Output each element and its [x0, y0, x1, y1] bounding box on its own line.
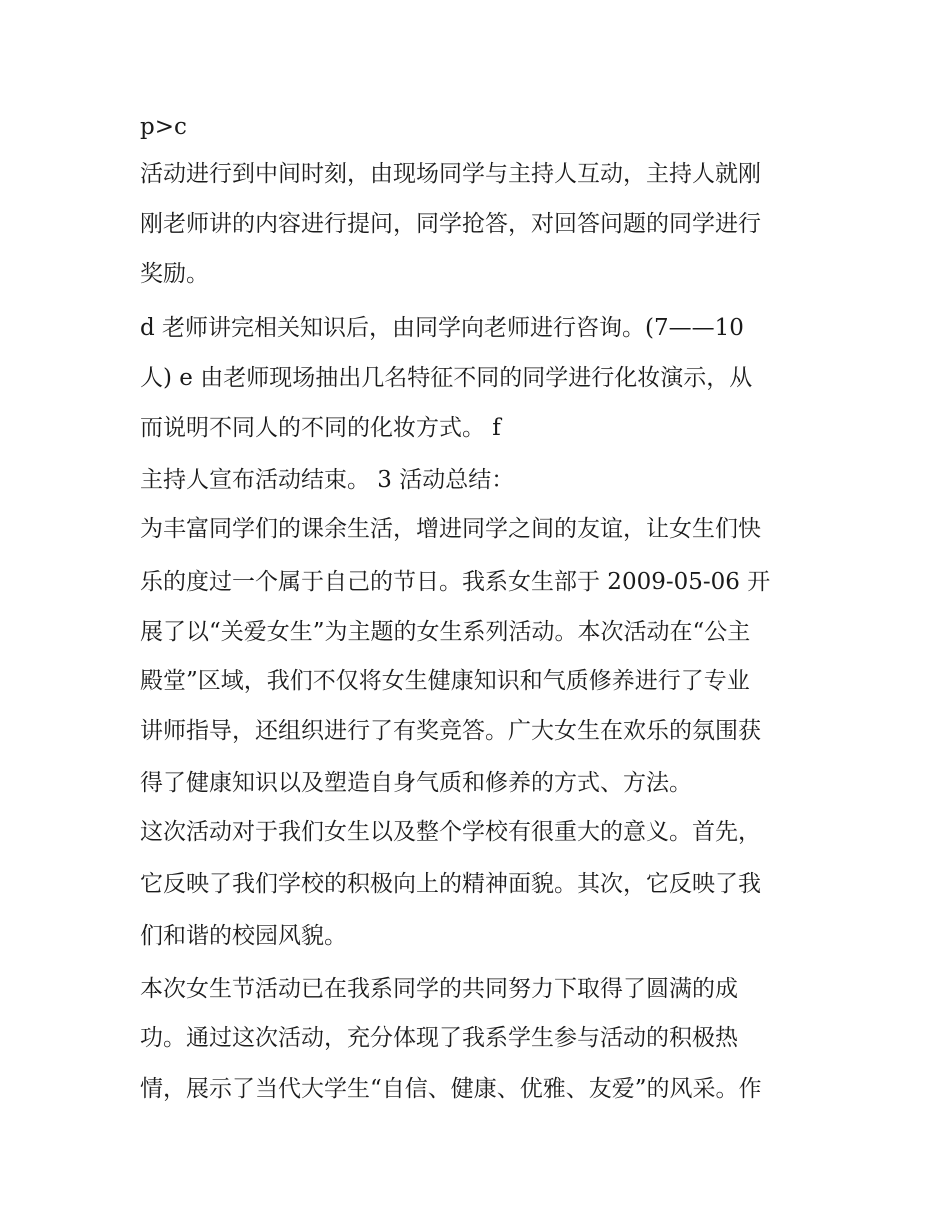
text-line: 奖励。 — [140, 261, 209, 287]
text-line: 它反映了我们学校的积极向上的精神面貌。其次，它反映了我 — [140, 871, 761, 897]
text-line: 们和谐的校园风貌。 — [140, 923, 347, 949]
text-line: 本次女生节活动已在我系同学的共同努力下取得了圆满的成 — [140, 976, 738, 1002]
text-line: 乐的度过一个属于自己的节日。我系女生部于 2009-05-06 开 — [140, 569, 771, 595]
text-line: 为丰富同学们的课余生活，增进同学之间的友谊，让女生们快 — [140, 516, 761, 542]
text-line: 得了健康知识以及塑造自身气质和修养的方式、方法。 — [140, 770, 692, 796]
text-line: 展了以“关爱女生”为主题的女生系列活动。本次活动在“公主 — [140, 619, 751, 645]
text-line: 情，展示了当代大学生“自信、健康、优雅、友爱”的风采。作 — [140, 1076, 762, 1102]
text-line: 而说明不同人的不同的化妆方式。 f — [140, 415, 501, 441]
text-line: 刚老师讲的内容进行提问，同学抢答，对回答问题的同学进行 — [140, 211, 761, 237]
text-line: 这次活动对于我们女生以及整个学校有很重大的意义。首先， — [140, 819, 761, 845]
text-line: p>c — [140, 114, 187, 140]
text-line: 功。通过这次活动，充分体现了我系学生参与活动的积极热 — [140, 1025, 738, 1051]
text-line: 主持人宣布活动结束。 3 活动总结： — [140, 467, 515, 493]
text-line: 人) e 由老师现场抽出几名特征不同的同学进行化妆演示，从 — [140, 365, 753, 391]
text-line: d 老师讲完相关知识后，由同学向老师进行咨询。(7——10 — [140, 315, 744, 341]
text-line: 讲师指导，还组织进行了有奖竞答。广大女生在欢乐的氛围获 — [140, 718, 761, 744]
text-line: 殿堂”区域，我们不仅将女生健康知识和气质修养进行了专业 — [140, 668, 750, 694]
text-line: 活动进行到中间时刻，由现场同学与主持人互动，主持人就刚 — [140, 161, 761, 187]
